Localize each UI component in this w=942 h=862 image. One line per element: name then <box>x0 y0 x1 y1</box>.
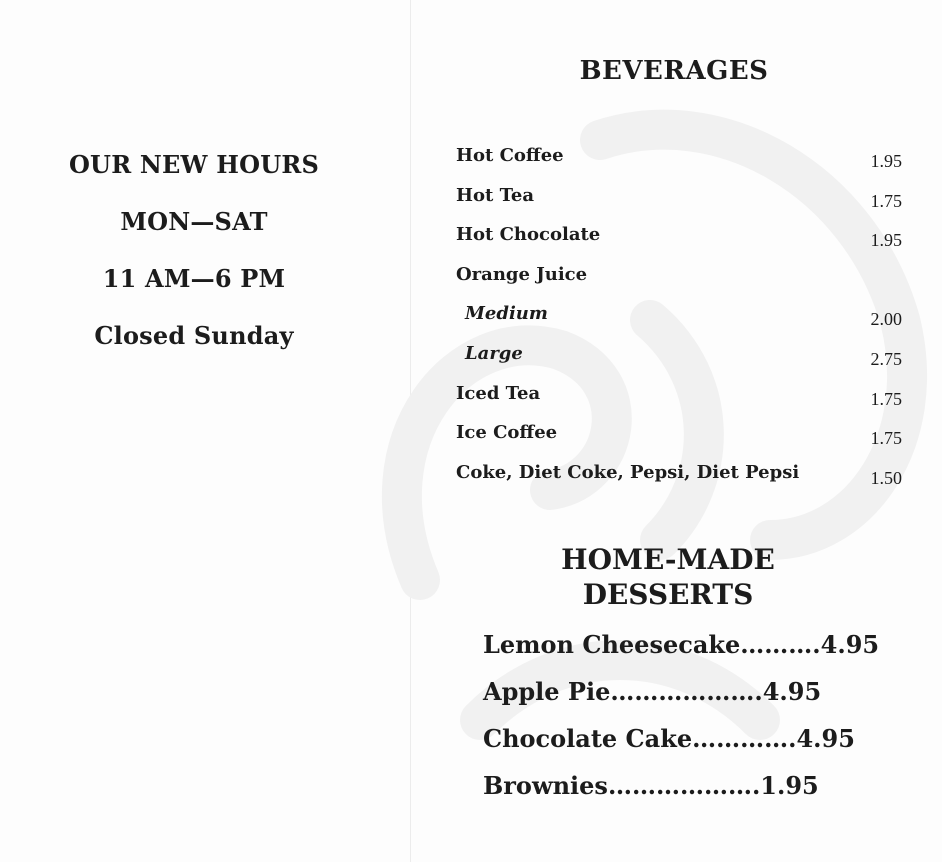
beverage-name: Orange Juice <box>456 263 588 285</box>
beverage-name: Iced Tea <box>456 382 541 404</box>
hours-closed: Closed Sunday <box>94 321 294 350</box>
dessert-item: Brownies……………….1.95 <box>483 771 819 800</box>
beverages-list <box>456 143 904 499</box>
beverage-price: 1.95 <box>870 151 902 171</box>
desserts-title <box>530 542 806 612</box>
dessert-item: Chocolate Cake………….4.95 <box>483 724 855 753</box>
beverage-row <box>456 301 904 341</box>
beverage-name: Hot Tea <box>456 184 535 206</box>
beverage-name: Hot Coffee <box>456 145 564 166</box>
desserts-title-line1: HOME-MADE <box>561 543 775 576</box>
desserts-list <box>483 630 880 818</box>
beverage-price: 1.75 <box>870 190 902 211</box>
beverage-name: Ice Coffee <box>456 422 558 444</box>
beverage-row <box>456 222 904 262</box>
beverage-row <box>456 381 904 421</box>
beverage-size-name: Large <box>465 342 523 364</box>
beverage-row <box>456 341 904 381</box>
beverage-row <box>456 262 904 302</box>
beverage-price: 1.75 <box>870 388 902 409</box>
beverage-price: 2.00 <box>870 309 902 330</box>
desserts-title-line2: DESSERTS <box>582 578 754 611</box>
beverage-size-name: Medium <box>465 303 548 325</box>
hours-heading: OUR NEW HOURS <box>68 150 320 179</box>
beverage-price: 1.95 <box>870 230 902 251</box>
beverages-title: BEVERAGES <box>579 56 769 86</box>
dessert-item: Apple Pie……………….4.95 <box>483 677 822 706</box>
hours-panel <box>60 150 328 378</box>
beverage-row <box>456 143 904 183</box>
beverage-row <box>456 183 904 223</box>
dessert-item: Lemon Cheesecake……….4.95 <box>483 630 880 659</box>
hours-days: MON—SAT <box>120 207 268 236</box>
beverage-price: 1.50 <box>870 467 902 488</box>
beverage-price: 2.75 <box>870 348 902 369</box>
beverage-name: Hot Chocolate <box>456 224 601 246</box>
beverage-name: Coke, Diet Coke, Pepsi, Diet Pepsi <box>456 461 800 483</box>
beverage-row <box>456 420 904 460</box>
beverage-row <box>456 460 904 500</box>
hours-time: 11 AM—6 PM <box>102 264 286 293</box>
page-fold <box>410 0 411 862</box>
beverage-price: 1.75 <box>870 428 902 449</box>
